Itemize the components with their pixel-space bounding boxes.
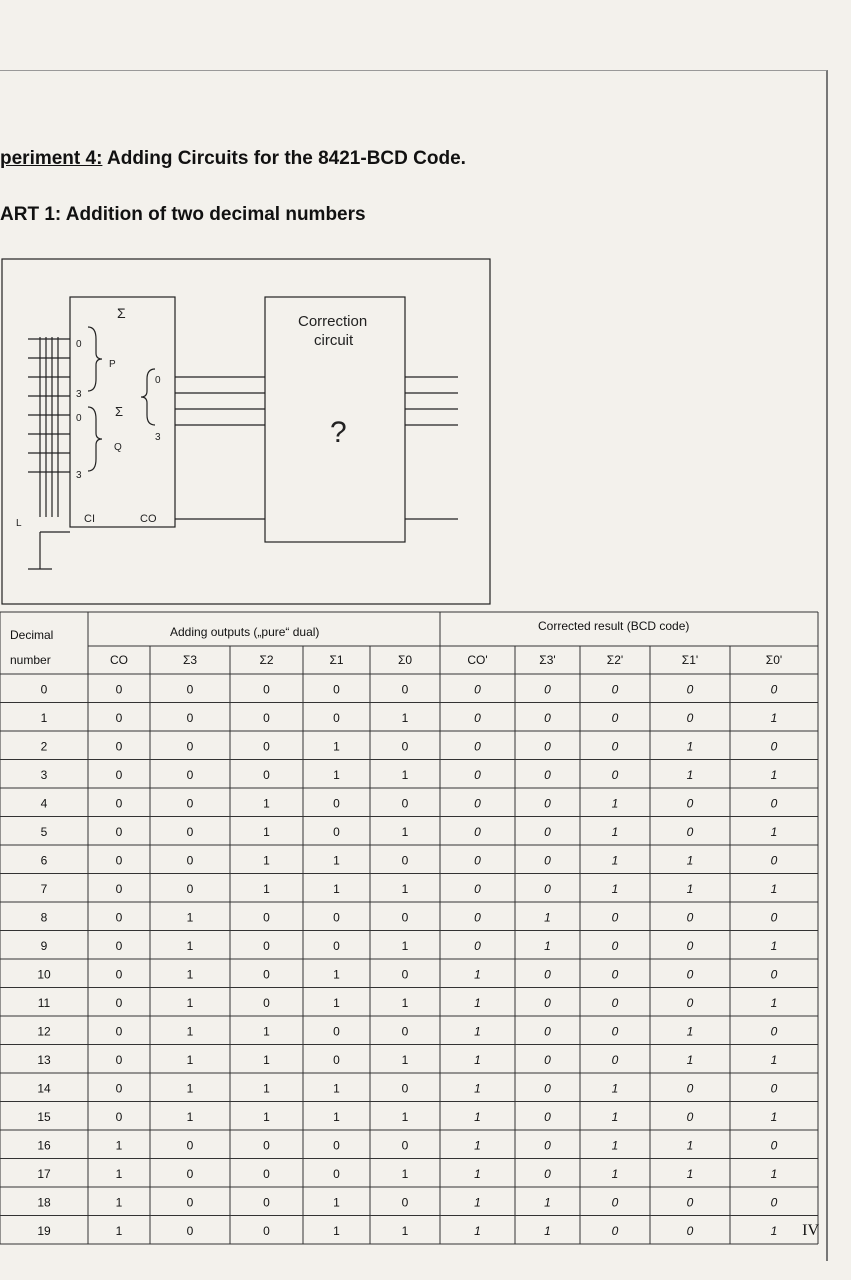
table-cell: 1 xyxy=(401,767,409,782)
decimal-cell: 15 xyxy=(37,1109,51,1124)
ci-label: CI xyxy=(84,513,95,525)
table-cell: 0 xyxy=(115,1052,123,1067)
table-cell: 0 xyxy=(544,1166,551,1181)
decimal-cell: 10 xyxy=(37,967,51,982)
table-cell: 0 xyxy=(474,710,481,725)
table-cell: 0 xyxy=(115,1024,123,1039)
table-cell: 0 xyxy=(474,682,481,697)
table-cell: 0 xyxy=(115,682,123,697)
table-cell: 0 xyxy=(115,853,123,868)
table-cell: 1 xyxy=(611,853,619,868)
decimal-cell: 17 xyxy=(37,1166,51,1181)
table-cell: 1 xyxy=(115,1195,123,1210)
table-cell: 1 xyxy=(611,796,619,811)
table-cell: 1 xyxy=(186,910,194,925)
table-cell: 0 xyxy=(263,767,270,782)
table-cell: 0 xyxy=(186,739,194,754)
table-cell: 0 xyxy=(186,767,194,782)
table-cell: 0 xyxy=(544,739,551,754)
inner-top: 0 xyxy=(155,375,161,386)
table-cell: 1 xyxy=(686,1024,694,1039)
table-cell: 1 xyxy=(474,1166,481,1181)
decimal-cell: 12 xyxy=(37,1024,51,1039)
table-cell: 0 xyxy=(611,938,619,953)
table-cell: 0 xyxy=(611,1052,619,1067)
correction-title-1: Correction xyxy=(298,313,368,330)
decimal-cell: 0 xyxy=(40,682,48,697)
table-cell: 0 xyxy=(186,1166,194,1181)
table-cell: 0 xyxy=(544,1109,551,1124)
table-cell: 0 xyxy=(186,682,194,697)
table-cell: 0 xyxy=(333,824,340,839)
table-cell: 0 xyxy=(686,995,694,1010)
table-cell: 1 xyxy=(611,1138,619,1153)
decimal-cell: 8 xyxy=(40,910,48,925)
header-adding: Adding outputs („pure“ dual) xyxy=(170,625,320,639)
table-cell: 1 xyxy=(544,910,551,925)
header-decimal-1: Decimal xyxy=(10,628,54,642)
table-cell: 1 xyxy=(474,1024,481,1039)
table-cell: 1 xyxy=(115,1223,123,1238)
table-cell: 0 xyxy=(611,1223,619,1238)
table-cell: 0 xyxy=(333,910,340,925)
table-cell: 0 xyxy=(115,739,123,754)
table-cell: 1 xyxy=(115,1138,123,1153)
decimal-cell: 6 xyxy=(40,853,48,868)
table-cell: 1 xyxy=(333,1081,340,1096)
co-label: CO xyxy=(140,513,157,525)
table-cell: 0 xyxy=(611,1195,619,1210)
table-cell: 0 xyxy=(186,824,194,839)
column-header: Σ0' xyxy=(765,653,783,667)
table-cell: 1 xyxy=(770,824,778,839)
column-header: Σ2' xyxy=(606,653,624,667)
table-cell: 0 xyxy=(770,1138,778,1153)
table-cell: 1 xyxy=(770,938,778,953)
table-cell: 0 xyxy=(770,739,778,754)
table-cell: 1 xyxy=(770,1166,778,1181)
decimal-cell: 3 xyxy=(40,767,48,782)
table-cell: 1 xyxy=(544,938,551,953)
table-cell: 0 xyxy=(611,767,619,782)
table-cell: 0 xyxy=(686,1109,694,1124)
table-cell: 1 xyxy=(474,1195,481,1210)
column-header: CO xyxy=(110,653,128,667)
table-cell: 1 xyxy=(401,995,409,1010)
table-cell: 1 xyxy=(333,739,340,754)
p-label: P xyxy=(109,359,116,370)
table-cell: 0 xyxy=(686,796,694,811)
table-cell: 0 xyxy=(544,796,551,811)
table-cell: 0 xyxy=(115,1081,123,1096)
table-cell: 1 xyxy=(333,853,340,868)
table-cell: 0 xyxy=(544,1024,551,1039)
table-cell: 1 xyxy=(263,824,270,839)
q-label: Q xyxy=(114,442,122,453)
input-b-bottom: 3 xyxy=(76,470,82,481)
table-cell: 1 xyxy=(611,1109,619,1124)
table-cell: 0 xyxy=(611,995,619,1010)
table-cell: 0 xyxy=(401,1024,409,1039)
adder-sigma: Σ xyxy=(117,305,126,321)
table-cell: 0 xyxy=(401,1081,409,1096)
table-cell: 0 xyxy=(544,853,551,868)
decimal-cell: 4 xyxy=(40,796,48,811)
table-cell: 0 xyxy=(263,1166,270,1181)
table-cell: 0 xyxy=(333,1024,340,1039)
table-cell: 0 xyxy=(115,1109,123,1124)
table-cell: 0 xyxy=(686,910,694,925)
correction-title-2: circuit xyxy=(314,332,354,349)
question-mark: ? xyxy=(330,416,347,449)
table-cell: 1 xyxy=(544,1195,551,1210)
decimal-cell: 18 xyxy=(37,1195,51,1210)
table-cell: 0 xyxy=(686,967,694,982)
table-cell: 0 xyxy=(611,1024,619,1039)
table-cell: 1 xyxy=(263,1024,270,1039)
table-cell: 0 xyxy=(611,682,619,697)
table-cell: 1 xyxy=(401,1052,409,1067)
table-cell: 0 xyxy=(474,739,481,754)
table-cell: 1 xyxy=(474,1138,481,1153)
table-cell: 0 xyxy=(333,1166,340,1181)
table-cell: 1 xyxy=(186,967,194,982)
table-cell: 0 xyxy=(770,967,778,982)
table-cell: 1 xyxy=(474,1109,481,1124)
table-cell: 0 xyxy=(333,1052,340,1067)
decimal-cell: 11 xyxy=(37,995,51,1010)
table-cell: 0 xyxy=(401,853,409,868)
decimal-cell: 13 xyxy=(37,1052,51,1067)
table-cell: 0 xyxy=(544,1138,551,1153)
table-cell: 0 xyxy=(186,1138,194,1153)
table-cell: 0 xyxy=(770,853,778,868)
table-cell: 0 xyxy=(686,824,694,839)
table-cell: 1 xyxy=(333,767,340,782)
table-cell: 0 xyxy=(333,938,340,953)
table-cell: 0 xyxy=(263,1138,270,1153)
table-cell: 0 xyxy=(770,910,778,925)
table-cell: 0 xyxy=(263,1223,270,1238)
column-header: Σ3' xyxy=(539,653,556,667)
table-cell: 0 xyxy=(544,682,551,697)
table-cell: 0 xyxy=(401,796,409,811)
table-cell: 0 xyxy=(686,1223,694,1238)
table-cell: 0 xyxy=(686,1195,694,1210)
table-cell: 1 xyxy=(770,995,778,1010)
table-cell: 0 xyxy=(186,1195,194,1210)
page-number: IV xyxy=(802,1222,819,1239)
table-cell: 0 xyxy=(186,853,194,868)
table-cell: 1 xyxy=(115,1166,123,1181)
table-cell: 0 xyxy=(686,938,694,953)
table-cell: 0 xyxy=(544,967,551,982)
table-cell: 0 xyxy=(686,710,694,725)
table-cell: 0 xyxy=(115,967,123,982)
table-cell: 0 xyxy=(263,967,270,982)
table-cell: 0 xyxy=(263,682,270,697)
table-cell: 1 xyxy=(611,1081,619,1096)
table-cell: 0 xyxy=(770,1024,778,1039)
input-a-bottom: 3 xyxy=(76,389,82,400)
table-cell: 1 xyxy=(186,1024,194,1039)
table-cell: 0 xyxy=(115,824,123,839)
table-cell: 0 xyxy=(263,995,270,1010)
decimal-cell: 7 xyxy=(40,881,48,896)
table-cell: 1 xyxy=(333,995,340,1010)
column-header: Σ1 xyxy=(329,653,344,667)
decimal-cell: 19 xyxy=(37,1223,51,1238)
decimal-cell: 9 xyxy=(40,938,48,953)
table-cell: 1 xyxy=(263,1109,270,1124)
circuit-diagram xyxy=(0,257,495,607)
table-cell: 1 xyxy=(333,967,340,982)
table-cell: 1 xyxy=(686,1052,694,1067)
table-cell: 0 xyxy=(544,881,551,896)
table-cell: 1 xyxy=(474,995,481,1010)
table-cell: 0 xyxy=(474,853,481,868)
table-cell: 1 xyxy=(686,739,694,754)
table-cell: 1 xyxy=(770,710,778,725)
table-cell: 1 xyxy=(474,1223,481,1238)
column-header: Σ1' xyxy=(681,653,699,667)
table-cell: 1 xyxy=(770,881,778,896)
table-cell: 0 xyxy=(115,995,123,1010)
table-cell: 1 xyxy=(401,1223,409,1238)
table-cell: 0 xyxy=(186,881,194,896)
table-cell: 1 xyxy=(186,1052,194,1067)
table-cell: 0 xyxy=(544,1052,551,1067)
inner-bottom: 3 xyxy=(155,432,161,443)
column-header: Σ3 xyxy=(182,653,198,667)
table-cell: 0 xyxy=(544,995,551,1010)
table-cell: 0 xyxy=(474,910,481,925)
table-cell: 1 xyxy=(770,1109,778,1124)
table-cell: 1 xyxy=(686,767,694,782)
inner-sigma: Σ xyxy=(115,404,124,419)
table-cell: 0 xyxy=(186,1223,194,1238)
part-title: ART 1: Addition of two decimal numbers xyxy=(0,204,366,225)
table-cell: 1 xyxy=(770,767,778,782)
table-cell: 1 xyxy=(263,1052,270,1067)
table-cell: 0 xyxy=(686,1081,694,1096)
table-cell: 0 xyxy=(474,881,481,896)
table-cell: 1 xyxy=(401,824,409,839)
table-cell: 1 xyxy=(263,881,270,896)
table-cell: 0 xyxy=(401,910,409,925)
header-decimal-2: number xyxy=(10,653,51,667)
table-cell: 0 xyxy=(401,1138,409,1153)
table-cell: 1 xyxy=(401,881,409,896)
decimal-cell: 16 xyxy=(37,1138,51,1153)
table-cell: 0 xyxy=(401,739,409,754)
decimal-cell: 5 xyxy=(40,824,48,839)
table-cell: 1 xyxy=(686,881,694,896)
table-cell: 1 xyxy=(263,796,270,811)
experiment-title xyxy=(0,148,466,170)
table-cell: 1 xyxy=(544,1223,551,1238)
table-cell: 0 xyxy=(770,796,778,811)
table-cell: 1 xyxy=(186,1081,194,1096)
table-cell: 1 xyxy=(474,967,481,982)
table-cell: 0 xyxy=(544,824,551,839)
table-cell: 0 xyxy=(544,710,551,725)
table-cell: 0 xyxy=(333,682,340,697)
diagram-frame xyxy=(2,259,490,604)
table-cell: 0 xyxy=(115,796,123,811)
table-cell: 0 xyxy=(115,767,123,782)
table-cell: 0 xyxy=(474,938,481,953)
table-cell: 1 xyxy=(401,1166,409,1181)
table-cell: 0 xyxy=(263,1195,270,1210)
table-cell: 1 xyxy=(611,824,619,839)
table-cell: 1 xyxy=(401,710,409,725)
table-cell: 0 xyxy=(474,796,481,811)
decimal-cell: 2 xyxy=(40,739,48,754)
table-cell: 0 xyxy=(263,910,270,925)
table-cell: 0 xyxy=(544,767,551,782)
table-cell: 0 xyxy=(474,824,481,839)
table-cell: 0 xyxy=(401,682,409,697)
table-cell: 1 xyxy=(333,1223,340,1238)
table-cell: 1 xyxy=(333,1109,340,1124)
table-cell: 1 xyxy=(333,881,340,896)
table-cell: 0 xyxy=(770,1081,778,1096)
input-a-top: 0 xyxy=(76,339,82,350)
table-cell: 1 xyxy=(686,853,694,868)
table-cell: 0 xyxy=(115,938,123,953)
table-cell: 0 xyxy=(686,682,694,697)
table-cell: 1 xyxy=(263,853,270,868)
table-cell: 1 xyxy=(401,1109,409,1124)
table-cell: 0 xyxy=(115,710,123,725)
column-header: Σ0 xyxy=(397,653,413,667)
table-cell: 0 xyxy=(263,739,270,754)
experiment-number: periment 4: xyxy=(0,148,103,169)
l-label: L xyxy=(16,518,22,529)
decimal-cell: 14 xyxy=(37,1081,51,1096)
header-corrected: Corrected result (BCD code) xyxy=(538,619,690,633)
experiment-name: Adding Circuits for the 8421-BCD Code. xyxy=(107,148,466,169)
table-cell: 1 xyxy=(333,1195,340,1210)
table-cell: 1 xyxy=(474,1052,481,1067)
table-cell: 0 xyxy=(186,710,194,725)
table-cell: 1 xyxy=(474,1081,481,1096)
table-cell: 1 xyxy=(611,1166,619,1181)
input-b-top: 0 xyxy=(76,413,82,424)
table-cell: 0 xyxy=(770,1195,778,1210)
table-cell: 1 xyxy=(611,881,619,896)
table-cell: 0 xyxy=(115,910,123,925)
table-cell: 0 xyxy=(333,1138,340,1153)
column-header: CO' xyxy=(467,653,488,667)
table-cell: 1 xyxy=(770,1223,778,1238)
table-cell: 1 xyxy=(263,1081,270,1096)
table-cell: 1 xyxy=(686,1138,694,1153)
table-cell: 0 xyxy=(611,739,619,754)
table-cell: 0 xyxy=(115,881,123,896)
table-cell: 0 xyxy=(770,682,778,697)
table-cell: 0 xyxy=(611,967,619,982)
table-cell: 1 xyxy=(686,1166,694,1181)
table-cell: 0 xyxy=(333,710,340,725)
table-cell: 0 xyxy=(401,1195,409,1210)
table-cell: 0 xyxy=(401,967,409,982)
table-cell: 0 xyxy=(611,910,619,925)
table-cell: 1 xyxy=(401,938,409,953)
table-cell: 0 xyxy=(333,796,340,811)
table-cell: 0 xyxy=(474,767,481,782)
table-cell: 0 xyxy=(263,710,270,725)
decimal-cell: 1 xyxy=(40,710,48,725)
table-cell: 0 xyxy=(611,710,619,725)
table-cell: 1 xyxy=(186,938,194,953)
table-cell: 0 xyxy=(263,938,270,953)
column-header: Σ2 xyxy=(259,653,274,667)
table-cell: 0 xyxy=(186,796,194,811)
table-cell: 1 xyxy=(186,995,194,1010)
table-cell: 1 xyxy=(770,1052,778,1067)
table-cell: 1 xyxy=(186,1109,194,1124)
table-cell: 0 xyxy=(544,1081,551,1096)
